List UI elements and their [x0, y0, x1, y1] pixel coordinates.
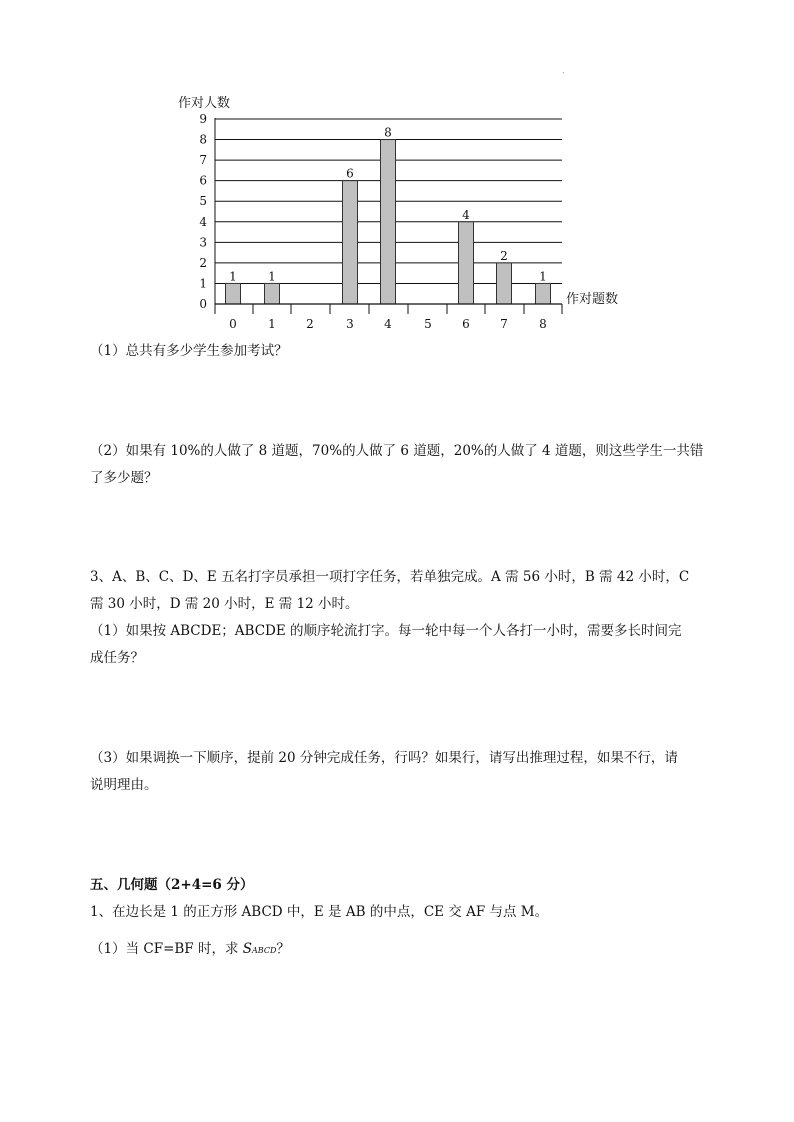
bar-chart	[160, 88, 640, 338]
bar	[536, 283, 551, 304]
y-tick-label: 3	[199, 235, 207, 250]
bar	[343, 181, 358, 304]
y-tick-label: 6	[199, 173, 207, 188]
y-tick-label: 9	[199, 112, 207, 126]
data-label: 6	[346, 166, 354, 181]
geometry-question-1-suffix: ？	[276, 941, 290, 957]
y-tick-label: 2	[199, 255, 207, 270]
data-label: 4	[462, 207, 470, 222]
bar	[381, 140, 396, 304]
area-subscript: ABCD	[252, 946, 277, 955]
data-label: 2	[500, 248, 508, 263]
problem-3-line-1: 3、A、B、C、D、E 五名打字员承担一项打字任务，若单独完成。A 需 56 小时，B 需 42 小时，C	[90, 569, 690, 585]
question-2-line-2: 了多少题？	[90, 470, 158, 486]
x-tick-label: 8	[539, 317, 547, 331]
x-tick-label: 4	[384, 317, 392, 331]
corner-mark: .	[562, 66, 565, 75]
y-tick-label: 8	[199, 132, 207, 147]
bar	[459, 222, 474, 304]
x-tick-label: 5	[424, 317, 432, 331]
bar-chart-svg	[160, 88, 640, 338]
geometry-question-1	[90, 939, 290, 961]
problem-3-question-1-line-1: （1）如果按 ABCDE；ABCDE 的顺序轮流打字。每一轮中每一个人各打一小时，需要多长时间完	[90, 623, 682, 639]
geometry-question-1-prefix: （1）当 CF=BF 时，求	[90, 941, 243, 957]
data-label: 8	[384, 125, 392, 140]
x-tick-label: 2	[306, 317, 314, 331]
bar	[226, 283, 241, 304]
problem-3-line-2: 需 30 小时，D 需 20 小时，E 需 12 小时。	[90, 596, 359, 612]
geometry-problem-1: 1、在边长是 1 的正方形 ABCD 中，E 是 AB 的中点，CE 交 AF 与点 M。	[90, 904, 549, 920]
x-tick-label: 1	[268, 317, 276, 331]
question-2-line-1: （2）如果有 10%的人做了 8 道题，70%的人做了 6 道题，20%的人做了 4 道题，则这些学生一共错	[90, 443, 704, 459]
bar	[497, 263, 512, 304]
problem-3-question-3-line-1: （3）如果调换一下顺序，提前 20 分钟完成任务，行吗？如果行，请写出推理过程，如果不行，请	[90, 750, 678, 766]
problem-3-question-3-line-2: 说明理由。	[90, 777, 158, 793]
y-tick-label: 4	[199, 214, 207, 229]
x-tick-label: 6	[462, 317, 470, 331]
data-label: 1	[539, 269, 547, 284]
x-tick-label: 3	[346, 317, 354, 331]
y-tick-label: 0	[199, 297, 207, 311]
question-1: （1）总共有多少学生参加考试？	[90, 343, 288, 359]
data-label: 1	[229, 269, 237, 284]
y-tick-label: 7	[199, 153, 207, 168]
area-symbol: S	[242, 941, 253, 957]
section-5-title: 五、几何题（2+4=6 分）	[90, 877, 254, 893]
y-tick-label: 1	[199, 276, 207, 291]
x-tick-label: 7	[500, 317, 508, 331]
y-tick-label: 5	[199, 194, 207, 209]
x-tick-label: 0	[229, 317, 237, 331]
data-label: 1	[268, 269, 276, 284]
y-axis-label: 作对人数	[178, 96, 231, 111]
x-axis-label: 作对题数	[566, 292, 619, 307]
bar	[265, 283, 280, 304]
problem-3-question-1-line-2: 成任务？	[90, 650, 144, 666]
